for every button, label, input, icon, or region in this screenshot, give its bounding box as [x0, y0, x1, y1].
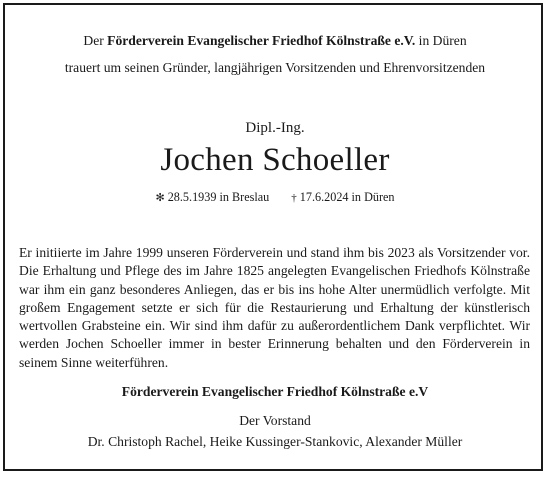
- header-suffix: in Düren: [418, 33, 467, 48]
- deceased-name: Jochen Schoeller: [160, 142, 390, 178]
- birth-date-text: 28.5.1939 in Breslau: [167, 190, 270, 204]
- header-line-1: [0, 33, 550, 49]
- signature-names: Dr. Christoph Rachel, Heike Kussinger-Stankovic, Alexander Müller: [87, 434, 463, 449]
- death-date-text: 17.6.2024 in Düren: [299, 190, 395, 204]
- header-prefix: Der: [83, 33, 104, 48]
- life-dates: [0, 190, 550, 205]
- death-date: [291, 190, 394, 205]
- death-cross-icon: †: [291, 192, 297, 204]
- header-line-2: trauert um seinen Gründer, langjährigen Vorsitzenden und Ehrenvorsitzenden: [64, 60, 486, 75]
- signature-role: Der Vorstand: [239, 413, 311, 428]
- birth-star-icon: ✻: [155, 192, 165, 204]
- header-organization: Förderverein Evangelischer Friedhof Kölnstraße e.V.: [107, 33, 416, 48]
- signature-organization: Förderverein Evangelischer Friedhof Kölnstraße e.V: [121, 384, 429, 399]
- obituary-body-text: Er initiierte im Jahre 1999 unseren Förderverein und stand ihm bis 2023 als Vorsitzender vor. Die Erhaltung und Pflege des im Jahre 1825 angelegten Evangelischen Friedhofs Kölnstraße war ihm ein ganz besonderes Anliegen, das er bis ins hohe Alter unermüdlich verfolgte. Mit großem Engagement setzte er sich für die Restaurierung und Erhaltung der künstlerisch wertvollen Grabsteine ein. Wir sind ihm dafür zu außerordentlichem Dank verpflichtet. Wir werden Jochen Schoeller immer in bester Erinnerung behalten und den Förderverein in seinem Sinne weiterführen.: [19, 245, 530, 370]
- birth-date: [155, 190, 269, 205]
- academic-title: Dipl.-Ing.: [245, 120, 305, 136]
